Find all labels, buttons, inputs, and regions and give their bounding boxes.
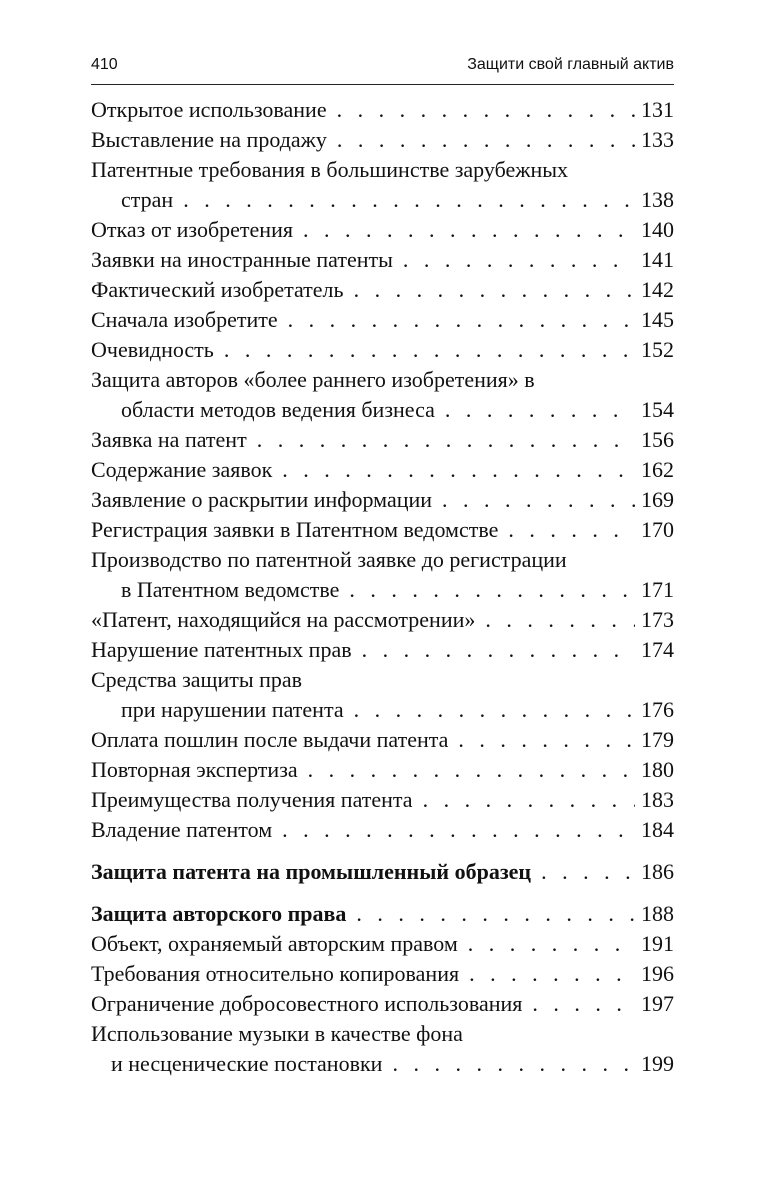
toc-entry-line bbox=[91, 485, 674, 515]
toc-entry-title: Выставление на продажу bbox=[91, 127, 327, 152]
toc-page-number: 145 bbox=[641, 307, 674, 332]
toc-entry-title: Преимущества получения патента bbox=[91, 787, 413, 812]
toc-entry-title-continued: и несценические постановки bbox=[111, 1051, 383, 1076]
toc-entry-line bbox=[91, 1019, 674, 1049]
toc-entry-line bbox=[91, 515, 674, 545]
toc-entry bbox=[91, 245, 674, 275]
toc-entry-line bbox=[91, 899, 674, 929]
dot-leader bbox=[303, 215, 635, 245]
toc-entry-line bbox=[91, 665, 674, 695]
dot-leader bbox=[469, 959, 635, 989]
toc-page-number: 162 bbox=[641, 457, 674, 482]
toc-entry-line bbox=[91, 575, 674, 605]
toc-page-number: 156 bbox=[641, 427, 674, 452]
toc-entry-title: Защита авторского права bbox=[91, 901, 347, 926]
toc-entry bbox=[91, 929, 674, 959]
toc-page-number: 176 bbox=[641, 697, 674, 722]
dot-leader bbox=[308, 755, 635, 785]
toc-entry bbox=[91, 725, 674, 755]
toc-page-number: 191 bbox=[641, 931, 674, 956]
toc-page-number: 133 bbox=[641, 127, 674, 152]
running-title: Защити свой главный актив bbox=[467, 56, 674, 73]
toc-entry-title: Использование музыки в качестве фона bbox=[91, 1021, 463, 1046]
dot-leader bbox=[337, 95, 635, 125]
toc-entry-line bbox=[91, 215, 674, 245]
toc-entry-line bbox=[91, 755, 674, 785]
dot-leader bbox=[442, 485, 635, 515]
toc-entry bbox=[91, 425, 674, 455]
toc-page-number: 169 bbox=[641, 487, 674, 512]
toc-page-number: 138 bbox=[641, 187, 674, 212]
toc-page-number: 173 bbox=[641, 607, 674, 632]
toc-entry-title: Регистрация заявки в Патентном ведомстве bbox=[91, 517, 499, 542]
toc-entry-title: Сначала изобретите bbox=[91, 307, 278, 332]
toc-entry-title: «Патент, находящийся на рассмотрении» bbox=[91, 607, 476, 632]
toc-page-number: 180 bbox=[641, 757, 674, 782]
toc-page-number: 184 bbox=[641, 817, 674, 842]
toc-entry bbox=[91, 989, 674, 1019]
toc-entry bbox=[91, 335, 674, 365]
toc-entry-title: Нарушение патентных прав bbox=[91, 637, 352, 662]
toc-entry-line bbox=[91, 305, 674, 335]
toc-entry bbox=[91, 857, 674, 887]
toc-entry-line bbox=[91, 95, 674, 125]
toc-entry-line bbox=[91, 857, 674, 887]
toc-entry-line bbox=[91, 695, 674, 725]
toc-entry-line bbox=[91, 725, 674, 755]
toc-entry bbox=[91, 635, 674, 665]
toc-entry-line bbox=[91, 185, 674, 215]
dot-leader bbox=[354, 275, 635, 305]
dot-leader bbox=[354, 695, 635, 725]
toc-page-number: 142 bbox=[641, 277, 674, 302]
toc-entry-title: Производство по патентной заявке до регистрации bbox=[91, 547, 567, 572]
toc-entry-line bbox=[91, 365, 674, 395]
toc-entry-title-continued: в Патентном ведомстве bbox=[121, 577, 340, 602]
dot-leader bbox=[257, 425, 635, 455]
toc-entry-line bbox=[91, 245, 674, 275]
dot-leader bbox=[224, 335, 635, 365]
toc-entry-title: Требования относительно копирования bbox=[91, 961, 460, 986]
toc-entry bbox=[91, 515, 674, 545]
dot-leader bbox=[532, 989, 635, 1019]
dot-leader bbox=[282, 455, 635, 485]
toc-entry-title: Заявка на патент bbox=[91, 427, 247, 452]
table-of-contents bbox=[91, 95, 674, 1079]
dot-leader bbox=[183, 185, 635, 215]
toc-page-number: 183 bbox=[641, 787, 674, 812]
dot-leader bbox=[349, 575, 635, 605]
toc-page-number: 140 bbox=[641, 217, 674, 242]
toc-entry bbox=[91, 755, 674, 785]
toc-entry bbox=[91, 785, 674, 815]
toc-entry-line bbox=[91, 125, 674, 155]
toc-entry bbox=[91, 485, 674, 515]
dot-leader bbox=[458, 725, 635, 755]
toc-entry bbox=[91, 275, 674, 305]
dot-leader bbox=[403, 245, 635, 275]
toc-entry-title: Владение патентом bbox=[91, 817, 273, 842]
toc-entry-title: Объект, охраняемый авторским правом bbox=[91, 931, 458, 956]
toc-entry bbox=[91, 665, 674, 725]
toc-entry-line bbox=[91, 275, 674, 305]
toc-entry-title: Патентные требования в большинстве зарубежных bbox=[91, 157, 569, 182]
dot-leader bbox=[392, 1049, 635, 1079]
dot-leader bbox=[282, 815, 635, 845]
toc-entry bbox=[91, 455, 674, 485]
toc-page-number: 170 bbox=[641, 517, 674, 542]
toc-entry bbox=[91, 305, 674, 335]
toc-entry-line bbox=[91, 1049, 674, 1079]
toc-entry-line bbox=[91, 335, 674, 365]
toc-entry bbox=[91, 215, 674, 245]
toc-page-number: 186 bbox=[641, 859, 674, 884]
toc-entry-line bbox=[91, 785, 674, 815]
toc-page-number: 179 bbox=[641, 727, 674, 752]
dot-leader bbox=[362, 635, 635, 665]
dot-leader bbox=[541, 857, 635, 887]
toc-page-number: 199 bbox=[641, 1051, 674, 1076]
dot-leader bbox=[445, 395, 635, 425]
toc-entry-title: Содержание заявок bbox=[91, 457, 273, 482]
dot-leader bbox=[337, 125, 635, 155]
toc-entry bbox=[91, 1019, 674, 1079]
toc-entry-line bbox=[91, 815, 674, 845]
toc-entry bbox=[91, 125, 674, 155]
toc-entry-line bbox=[91, 989, 674, 1019]
toc-entry-title: Фактический изобретатель bbox=[91, 277, 344, 302]
toc-entry-title: Ограничение добросовестного использования bbox=[91, 991, 523, 1016]
running-header bbox=[91, 56, 674, 74]
dot-leader bbox=[508, 515, 635, 545]
toc-entry-line bbox=[91, 959, 674, 989]
toc-entry-title: Защита патента на промышленный образец bbox=[91, 859, 532, 884]
toc-entry-line bbox=[91, 455, 674, 485]
toc-page-number: 152 bbox=[641, 337, 674, 362]
toc-entry-title: Очевидность bbox=[91, 337, 214, 362]
toc-page-number: 171 bbox=[641, 577, 674, 602]
toc-entry-title: Средства защиты прав bbox=[91, 667, 303, 692]
dot-leader bbox=[485, 605, 635, 635]
toc-entry bbox=[91, 959, 674, 989]
toc-entry-line bbox=[91, 545, 674, 575]
page-number: 410 bbox=[91, 56, 118, 73]
toc-entry-title: Оплата пошлин после выдачи патента bbox=[91, 727, 449, 752]
toc-entry-title: Открытое использование bbox=[91, 97, 327, 122]
toc-entry bbox=[91, 605, 674, 635]
toc-entry-line bbox=[91, 395, 674, 425]
toc-page-number: 188 bbox=[641, 901, 674, 926]
toc-page-number: 197 bbox=[641, 991, 674, 1016]
toc-page-number: 131 bbox=[641, 97, 674, 122]
dot-leader bbox=[288, 305, 635, 335]
toc-entry-line bbox=[91, 155, 674, 185]
toc-entry bbox=[91, 365, 674, 425]
toc-page-number: 154 bbox=[641, 397, 674, 422]
toc-entry-title: Защита авторов «более раннего изобретения» в bbox=[91, 367, 535, 392]
toc-page-number: 141 bbox=[641, 247, 674, 272]
toc-entry-title-continued: стран bbox=[121, 187, 174, 212]
toc-entry-title-continued: при нарушении патента bbox=[121, 697, 344, 722]
toc-entry bbox=[91, 155, 674, 215]
toc-entry-line bbox=[91, 635, 674, 665]
dot-leader bbox=[423, 785, 635, 815]
toc-entry bbox=[91, 545, 674, 605]
toc-page-number: 196 bbox=[641, 961, 674, 986]
toc-page-number: 174 bbox=[641, 637, 674, 662]
dot-leader bbox=[356, 899, 635, 929]
toc-entry-title: Заявление о раскрытии информации bbox=[91, 487, 433, 512]
toc-entry bbox=[91, 95, 674, 125]
dot-leader bbox=[468, 929, 635, 959]
toc-entry-title-continued: области методов ведения бизнеса bbox=[121, 397, 435, 422]
toc-entry-title: Заявки на иностранные патенты bbox=[91, 247, 393, 272]
toc-entry-line bbox=[91, 605, 674, 635]
toc-entry-line bbox=[91, 425, 674, 455]
toc-entry bbox=[91, 899, 674, 929]
toc-entry-line bbox=[91, 929, 674, 959]
toc-entry bbox=[91, 815, 674, 845]
toc-entry-title: Отказ от изобретения bbox=[91, 217, 293, 242]
header-rule bbox=[91, 84, 674, 85]
toc-entry-title: Повторная экспертиза bbox=[91, 757, 298, 782]
